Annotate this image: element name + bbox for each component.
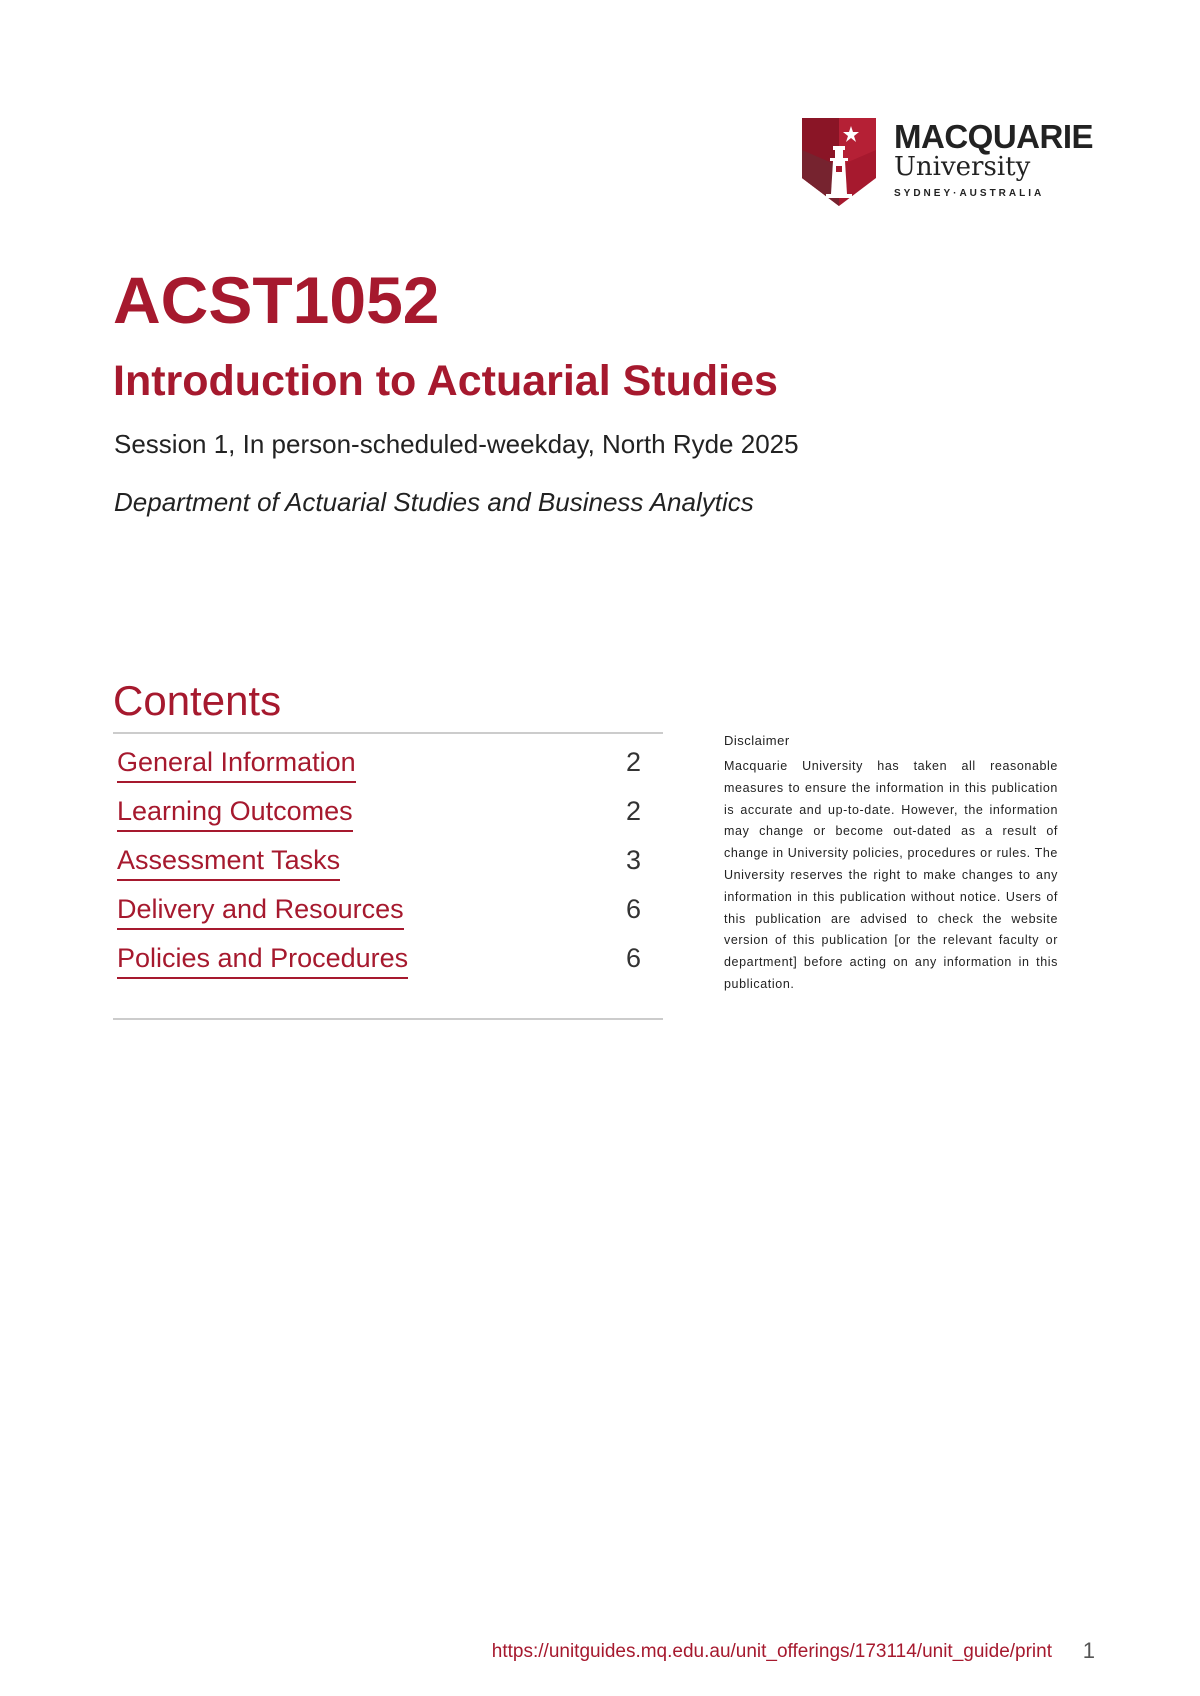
contents-heading: Contents [113, 677, 282, 724]
department-name: Department of Actuarial Studies and Business Analytics [114, 487, 754, 517]
toc-page-number: 6 [625, 943, 641, 973]
disclaimer-body: Macquarie University has taken all reasonable measures to ensure the information in this publication is accurate and up-to-date. However, the information may change or become out-dated as a result of change in University policies, procedures or rules. The University reserves the right to make changes to any information in this publication without notice. Users of this publication are advised to check the website version of this publication [or the relevant faculty or department] before acting on any information in this publication. [724, 759, 1058, 991]
disclaimer-title: Disclaimer [724, 733, 790, 748]
lighthouse-shield-icon [800, 116, 878, 208]
toc-link-general-information[interactable]: General Information [117, 744, 356, 783]
toc-page-number: 2 [625, 796, 641, 826]
toc-item-learning-outcomes [113, 793, 663, 842]
page-number: 1 [1082, 1638, 1095, 1663]
toc-item-general-information [113, 744, 663, 793]
toc-link-assessment-tasks[interactable]: Assessment Tasks [117, 842, 340, 881]
unit-code: ACST1052 [113, 263, 440, 337]
logo-tagline: SYDNEY·AUSTRALIA [894, 188, 1045, 199]
toc-item-delivery-and-resources [113, 891, 663, 940]
toc-page-number: 2 [625, 747, 641, 777]
table-of-contents [113, 732, 663, 1020]
toc-link-policies-and-procedures[interactable]: Policies and Procedures [117, 940, 408, 979]
toc-list [113, 744, 663, 989]
logo-sub: University [894, 152, 1031, 182]
toc-item-policies-and-procedures [113, 940, 663, 989]
toc-link-delivery-and-resources[interactable]: Delivery and Resources [117, 891, 404, 930]
toc-item-assessment-tasks [113, 842, 663, 891]
footer-url-link[interactable]: https://unitguides.mq.edu.au/unit_offerings/173114/unit_guide/print [491, 1641, 1052, 1662]
logo-wordmark [894, 120, 1104, 199]
session-info: Session 1, In person-scheduled-weekday, North Ryde 2025 [114, 429, 799, 459]
toc-page-number: 6 [625, 894, 641, 924]
logo-name: MACQUARIE [894, 118, 1093, 155]
macquarie-logo [800, 116, 1100, 208]
toc-page-number: 3 [625, 845, 641, 875]
unit-title: Introduction to Actuarial Studies [113, 357, 778, 405]
disclaimer [724, 732, 1058, 996]
toc-link-learning-outcomes[interactable]: Learning Outcomes [117, 793, 353, 832]
